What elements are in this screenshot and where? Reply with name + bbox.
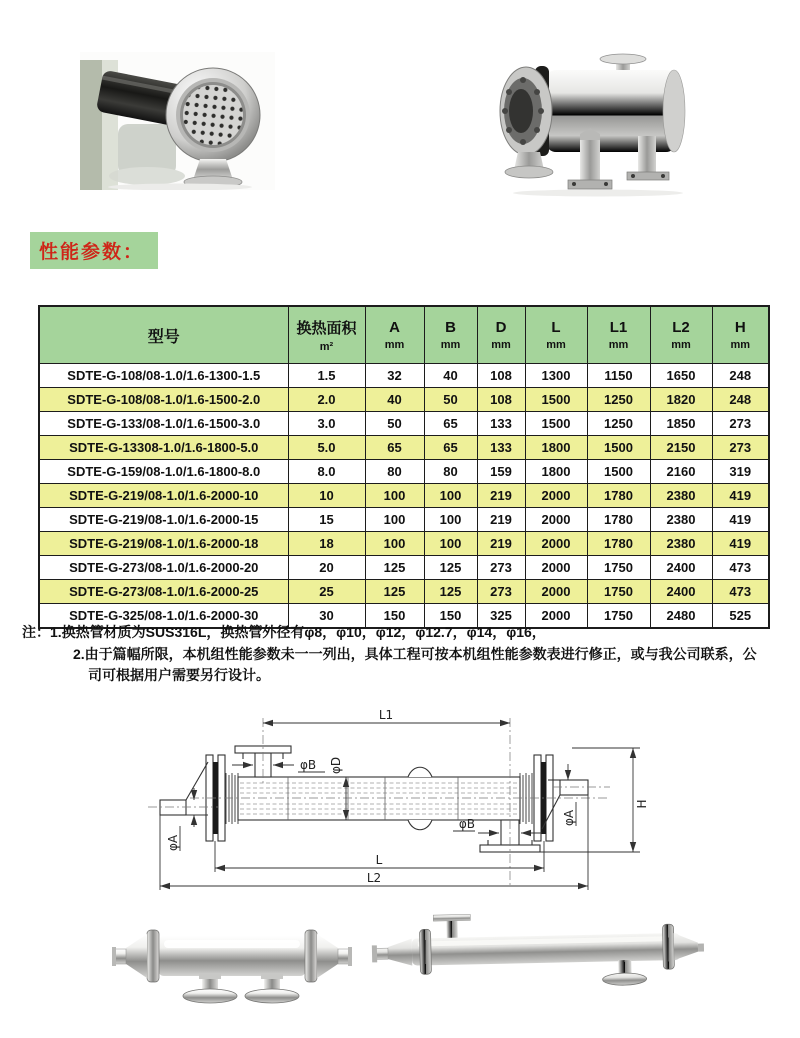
cell-l1: 1780 xyxy=(587,508,650,532)
cell-h: 525 xyxy=(712,604,769,629)
cell-d: 273 xyxy=(477,556,525,580)
label-l: L xyxy=(375,853,383,867)
cell-d: 108 xyxy=(477,388,525,412)
cell-b: 50 xyxy=(424,388,477,412)
cell-a: 150 xyxy=(365,604,424,629)
cell-a: 50 xyxy=(365,412,424,436)
cell-area: 25 xyxy=(288,580,365,604)
label-phi-b-bottom: φB xyxy=(458,817,475,831)
cell-d: 325 xyxy=(477,604,525,629)
col-unit: mm xyxy=(671,339,691,351)
cell-l2: 2150 xyxy=(650,436,712,460)
front-ferrule-foot xyxy=(505,152,553,178)
col-area xyxy=(288,306,365,364)
shell xyxy=(158,936,306,976)
cell-area: 30 xyxy=(288,604,365,629)
cell-l: 2000 xyxy=(525,508,587,532)
col-b xyxy=(424,306,477,364)
col-label: L xyxy=(551,319,561,336)
cell-l: 2000 xyxy=(525,580,587,604)
bottom-flange-foot xyxy=(602,960,647,986)
cell-a: 40 xyxy=(365,388,424,412)
cell-area: 20 xyxy=(288,556,365,580)
flange-ring-left xyxy=(420,929,432,974)
cell-b: 125 xyxy=(424,580,477,604)
col-l2 xyxy=(650,306,712,364)
cell-model: SDTE-G-108/08-1.0/1.6-1300-1.5 xyxy=(39,364,288,388)
cell-h: 319 xyxy=(712,460,769,484)
cell-h: 419 xyxy=(712,532,769,556)
cell-a: 125 xyxy=(365,580,424,604)
cell-area: 15 xyxy=(288,508,365,532)
cell-l1: 1780 xyxy=(587,484,650,508)
table-header-row xyxy=(39,306,769,364)
vessel-shell xyxy=(546,70,685,152)
cell-l: 2000 xyxy=(525,484,587,508)
col-unit: mm xyxy=(491,339,511,351)
cell-l1: 1250 xyxy=(587,388,650,412)
clamp-flange-right xyxy=(305,930,317,982)
cell-l1: 1750 xyxy=(587,604,650,629)
photo-exchanger-flange-feet xyxy=(112,926,352,1010)
cell-d: 219 xyxy=(477,532,525,556)
cell-l2: 2400 xyxy=(650,580,712,604)
cell-b: 65 xyxy=(424,412,477,436)
col-unit: mm xyxy=(730,339,751,351)
cell-a: 100 xyxy=(365,484,424,508)
note-1: 注：1.换热管材质为SUS316L，换热管外径有φ8，φ10，φ12，φ12.7，φ14，φ16， xyxy=(22,624,546,640)
cell-model: SDTE-G-133/08-1.0/1.6-1500-3.0 xyxy=(39,412,288,436)
cell-l: 1800 xyxy=(525,460,587,484)
left-cone-pipe xyxy=(372,939,413,967)
tube-sheet-face xyxy=(166,68,260,162)
cell-d: 273 xyxy=(477,580,525,604)
spec-table xyxy=(38,305,770,629)
cell-model: SDTE-G-159/08-1.0/1.6-1800-8.0 xyxy=(39,460,288,484)
cell-model: SDTE-G-273/08-1.0/1.6-2000-25 xyxy=(39,580,288,604)
label-l1: L1 xyxy=(378,708,394,722)
label-l2: L2 xyxy=(366,871,382,885)
cell-h: 419 xyxy=(712,484,769,508)
cell-l1: 1500 xyxy=(587,436,650,460)
table-row xyxy=(39,364,769,388)
col-unit: m² xyxy=(319,341,334,353)
cell-l: 2000 xyxy=(525,556,587,580)
cell-d: 219 xyxy=(477,484,525,508)
table-row xyxy=(39,412,769,436)
table-row xyxy=(39,388,769,412)
col-model: 型号 xyxy=(39,306,288,364)
table-row xyxy=(39,484,769,508)
cell-model: SDTE-G-219/08-1.0/1.6-2000-15 xyxy=(39,508,288,532)
cell-b: 125 xyxy=(424,556,477,580)
notes xyxy=(22,622,770,687)
col-label: A xyxy=(389,319,400,336)
cell-a: 100 xyxy=(365,508,424,532)
cell-d: 108 xyxy=(477,364,525,388)
cell-b: 100 xyxy=(424,532,477,556)
exchanger-outline xyxy=(160,746,588,852)
label-phi-b-top: φB xyxy=(300,758,317,772)
cell-area: 10 xyxy=(288,484,365,508)
cell-a: 80 xyxy=(365,460,424,484)
col-l xyxy=(525,306,587,364)
label-h: H xyxy=(635,799,649,809)
end-cap xyxy=(500,67,552,155)
col-label: L2 xyxy=(672,319,690,336)
col-label: B xyxy=(445,319,456,336)
cell-b: 40 xyxy=(424,364,477,388)
label-phi-d: φD xyxy=(329,756,343,774)
cell-model: SDTE-G-325/08-1.0/1.6-2000-30 xyxy=(39,604,288,629)
cell-area: 2.0 xyxy=(288,388,365,412)
table-row xyxy=(39,556,769,580)
cell-l: 1500 xyxy=(525,412,587,436)
cell-l: 2000 xyxy=(525,604,587,629)
col-unit: mm xyxy=(546,339,566,351)
col-a xyxy=(365,306,424,364)
cell-l1: 1250 xyxy=(587,412,650,436)
note-2: 2.由于篇幅所限，本机组性能参数未一一列出，具体工程可按本机组性能参数表进行修正，或与我公司联系，公司可根据用户需要另行设计。 xyxy=(73,645,757,684)
cell-model: SDTE-G-219/08-1.0/1.6-2000-18 xyxy=(39,532,288,556)
col-label: D xyxy=(495,319,507,336)
cell-l2: 2160 xyxy=(650,460,712,484)
col-label: L1 xyxy=(609,319,628,336)
cell-l1: 1500 xyxy=(587,460,650,484)
cell-l: 2000 xyxy=(525,532,587,556)
col-unit: mm xyxy=(608,339,629,351)
cell-model: SDTE-G-108/08-1.0/1.6-1500-2.0 xyxy=(39,388,288,412)
cell-a: 65 xyxy=(365,436,424,460)
cell-l1: 1750 xyxy=(587,580,650,604)
cell-h: 248 xyxy=(712,364,769,388)
col-label: 换热面积 xyxy=(296,320,357,337)
flange-feet xyxy=(183,974,299,1003)
cell-area: 18 xyxy=(288,532,365,556)
table-row xyxy=(39,436,769,460)
cell-l: 1800 xyxy=(525,436,587,460)
unit xyxy=(371,909,704,990)
cell-l2: 1850 xyxy=(650,412,712,436)
cell-h: 273 xyxy=(712,412,769,436)
cell-model: SDTE-G-219/08-1.0/1.6-2000-10 xyxy=(39,484,288,508)
label-phi-a-right: φA xyxy=(562,809,576,826)
table-row xyxy=(39,580,769,604)
cell-a: 125 xyxy=(365,556,424,580)
cell-d: 219 xyxy=(477,508,525,532)
flange-ring-right xyxy=(662,924,674,969)
cell-a: 100 xyxy=(365,532,424,556)
cell-area: 5.0 xyxy=(288,436,365,460)
cell-d: 133 xyxy=(477,436,525,460)
cell-l1: 1150 xyxy=(587,364,650,388)
cell-a: 32 xyxy=(365,364,424,388)
cell-area: 3.0 xyxy=(288,412,365,436)
cell-b: 65 xyxy=(424,436,477,460)
table-row xyxy=(39,532,769,556)
cell-d: 159 xyxy=(477,460,525,484)
top-nozzle xyxy=(433,914,471,940)
cell-l1: 1780 xyxy=(587,532,650,556)
col-h xyxy=(712,306,769,364)
cell-area: 8.0 xyxy=(288,460,365,484)
col-d xyxy=(477,306,525,364)
cell-h: 473 xyxy=(712,556,769,580)
cell-b: 150 xyxy=(424,604,477,629)
cell-l2: 2400 xyxy=(650,556,712,580)
col-label: H xyxy=(734,319,746,336)
right-cone-pipe xyxy=(674,932,704,960)
cell-area: 1.5 xyxy=(288,364,365,388)
section-heading: 性能参数： xyxy=(30,232,158,269)
photo-tube-bundle-end xyxy=(80,52,275,190)
table-row xyxy=(39,460,769,484)
cell-l2: 2380 xyxy=(650,484,712,508)
cell-model: SDTE-G-13308-1.0/1.6-1800-5.0 xyxy=(39,436,288,460)
cell-l2: 2380 xyxy=(650,508,712,532)
cell-b: 100 xyxy=(424,508,477,532)
cell-l2: 2480 xyxy=(650,604,712,629)
cell-l: 1500 xyxy=(525,388,587,412)
cell-model: SDTE-G-273/08-1.0/1.6-2000-20 xyxy=(39,556,288,580)
col-unit: mm xyxy=(384,339,405,351)
table-row xyxy=(39,508,769,532)
dimension-diagram xyxy=(128,700,673,898)
cell-d: 133 xyxy=(477,412,525,436)
cell-l1: 1750 xyxy=(587,556,650,580)
cell-h: 248 xyxy=(712,388,769,412)
cell-l: 1300 xyxy=(525,364,587,388)
cell-l2: 2380 xyxy=(650,532,712,556)
cell-h: 273 xyxy=(712,436,769,460)
col-unit: mm xyxy=(440,339,461,351)
photo-vessel-with-legs xyxy=(488,50,693,198)
cell-b: 80 xyxy=(424,460,477,484)
label-phi-a-left: φA xyxy=(166,834,180,851)
cell-l2: 1650 xyxy=(650,364,712,388)
col-l1 xyxy=(587,306,650,364)
clamp-flange-left xyxy=(147,930,159,982)
cell-h: 419 xyxy=(712,508,769,532)
cell-b: 100 xyxy=(424,484,477,508)
photo-exchanger-long-tube xyxy=(368,906,704,994)
cell-h: 473 xyxy=(712,580,769,604)
cell-l2: 1820 xyxy=(650,388,712,412)
